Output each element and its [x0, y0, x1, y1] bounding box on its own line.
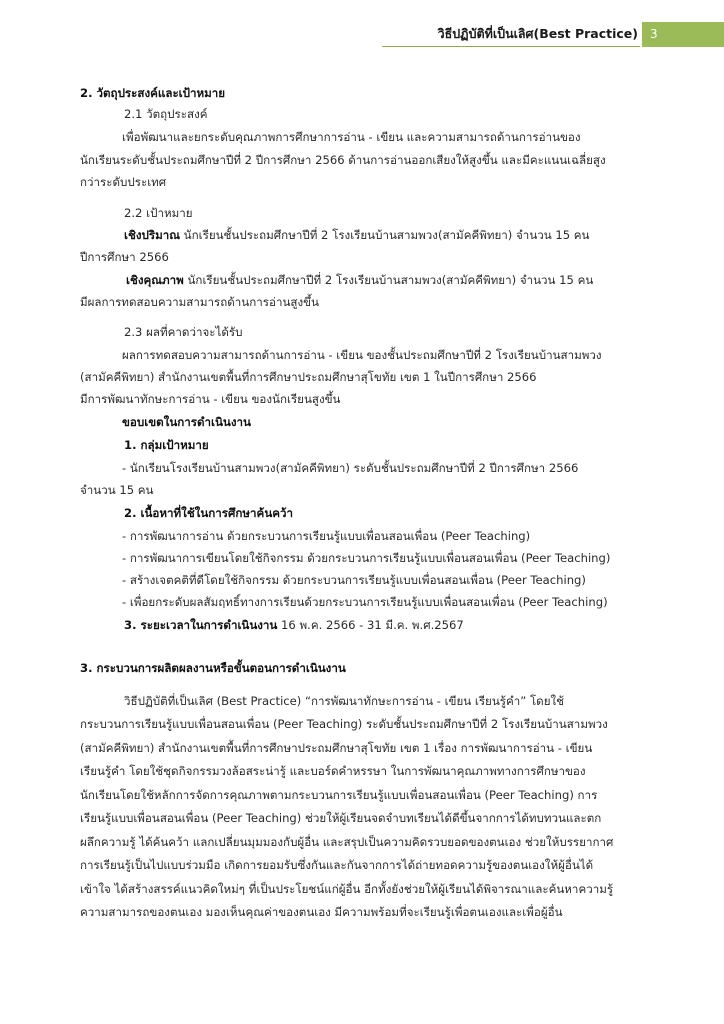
- expected-result-line-3: มีการพัฒนาทักษะการอ่าน - เขียน ของนักเรียนสูงขึ้น: [80, 392, 341, 406]
- period-label: 3. ระยะเวลาในการดำเนินงาน: [124, 618, 278, 632]
- header-rule: [382, 46, 640, 47]
- section-3-heading: 3. กระบวนการผลิตผลงานหรือขั้นตอนการดำเนินงาน: [80, 661, 346, 675]
- objective-line-2: นักเรียนระดับชั้นประถมศึกษาปีที่ 2 ปีการศึกษา 2566 ด้านการอ่านออกเสียงให้สูงขึ้น และมีคะแนนเฉลี่ยสูง: [80, 153, 606, 167]
- qualitative-label: เชิงคุณภาพ: [126, 273, 184, 287]
- expected-result-line-2: (สามัคคีพิทยา) สำนักงานเขตพื้นที่การศึกษาประถมศึกษาสุโขทัย เขต 1 ในปีการศึกษา 2566: [80, 370, 537, 384]
- subsection-2-1-heading: 2.1 วัตถุประสงค์: [124, 107, 208, 121]
- process-line: (สามัคคีพิทยา) สำนักงานเขตพื้นที่การศึกษาประถมศึกษาสุโขทัย เขต 1 เรื่อง การพัฒนาการอ่าน - เขียน: [80, 741, 593, 755]
- process-line: เรียนรู้แบบเพื่อนสอนเพื่อน (Peer Teaching) ช่วยให้ผู้เรียนจดจำบทเรียนได้ดีขึ้นจากการได้ทบทวนและตก: [80, 811, 602, 825]
- scope-heading: ขอบเขตในการดำเนินงาน: [122, 415, 251, 429]
- subsection-2-3-heading: 2.3 ผลที่คาดว่าจะได้รับ: [124, 325, 243, 339]
- process-line: เรียนรู้คำ โดยใช้ชุดกิจกรรมวงล้อสระน่ารู้ และบอร์ดคำหรรษา ในการพัฒนาคุณภาพทางการศึกษาของ: [80, 764, 586, 778]
- quantitative-label: เชิงปริมาณ: [124, 228, 180, 242]
- content-heading: 2. เนื้อหาที่ใช้ในการศึกษาค้นคว้า: [124, 506, 294, 520]
- process-line: กระบวนการเรียนรู้แบบเพื่อนสอนเพื่อน (Peer Teaching) ระดับชั้นประถมศึกษาปีที่ 2 โรงเรียนบ้านสามพวง: [80, 717, 608, 731]
- process-line: เข้าใจ ได้สร้างสรรค์แนวคิดใหม่ๆ ที่เป็นประโยชน์แก่ผู้อื่น อีกทั้งยังช่วยให้ผู้เรียนได้พิจารณาและค้นหาความรู้: [80, 882, 614, 896]
- process-line: วิธีปฏิบัติที่เป็นเลิศ (Best Practice) “การพัฒนาทักษะการอ่าน - เขียน เรียนรู้คำ” โดยใช้: [124, 694, 565, 708]
- objective-line-3: กว่าระดับประเทศ: [80, 175, 167, 189]
- period-value: 16 พ.ค. 2566 - 31 มี.ค. พ.ศ.2567: [277, 618, 464, 632]
- content-item: - เพื่อยกระดับผลสัมฤทธิ์ทางการเรียนด้วยกระบวนการเรียนรู้แบบเพื่อนสอนเพื่อน (Peer Teaching): [122, 595, 608, 609]
- period-line: [124, 617, 464, 633]
- target-group-line-2: จำนวน 15 คน: [80, 483, 154, 497]
- qualitative-text: นักเรียนชั้นประถมศึกษาปีที่ 2 โรงเรียนบ้านสามพวง(สามัคคีพิทยา) จำนวน 15 คน: [183, 273, 594, 287]
- page-header: [0, 22, 724, 46]
- process-line: การเรียนรู้เป็นไปแบบร่วมมือ เกิดการยอมรับซึ่งกันและกันจากการได้ถ่ายทอดความรู้ของตนเองให้ผู้อื่นได้: [80, 858, 594, 872]
- quantitative-text: นักเรียนชั้นประถมศึกษาปีที่ 2 โรงเรียนบ้านสามพวง(สามัคคีพิทยา) จำนวน 15 คน: [180, 228, 590, 242]
- qualitative-goal-cont: มีผลการทดสอบความสามารถด้านการอ่านสูงขึ้น: [80, 295, 319, 309]
- qualitative-goal: [126, 272, 593, 288]
- process-line: ความสามารถของตนเอง มองเห็นคุณค่าของตนเอง มีความพร้อมที่จะเรียนรู้เพื่อตนเองและเพื่อผู้อื่น: [80, 905, 563, 919]
- header-title: วิธีปฏิบัติที่เป็นเลิศ(Best Practice): [437, 26, 638, 41]
- content-item: - สร้างเจตคติที่ดีโดยใช้กิจกรรม ด้วยกระบวนการเรียนรู้แบบเพื่อนสอนเพื่อน (Peer Teaching): [122, 573, 586, 587]
- target-group-line-1: - นักเรียนโรงเรียนบ้านสามพวง(สามัคคีพิทยา) ระดับชั้นประถมศึกษาปีที่ 2 ปีการศึกษา 2566: [122, 461, 579, 475]
- quantitative-goal: [124, 227, 589, 243]
- page-number-badge: 3: [642, 22, 724, 47]
- objective-line-1: เพื่อพัฒนาและยกระดับคุณภาพการศึกษาการอ่าน - เขียน และความสามารถด้านการอ่านของ: [122, 130, 581, 144]
- target-group-heading: 1. กลุ่มเป้าหมาย: [124, 438, 209, 452]
- section-2-heading: 2. วัตถุประสงค์และเป้าหมาย: [80, 86, 226, 100]
- subsection-2-2-heading: 2.2 เป้าหมาย: [124, 206, 193, 220]
- content-item: - การพัฒนาการอ่าน ด้วยกระบวนการเรียนรู้แบบเพื่อนสอนเพื่อน (Peer Teaching): [122, 529, 531, 543]
- process-line: ผลึกความรู้ ได้ค้นคว้า แลกเปลี่ยนมุมมองกับผู้อื่น และสรุปเป็นความคิดรวบยอดของตนเอง ช่วยให้บรรยากาศ: [80, 835, 614, 849]
- quantitative-goal-cont: ปีการศึกษา 2566: [80, 250, 169, 264]
- expected-result-line-1: ผลการทดสอบความสามารถด้านการอ่าน - เขียน ของชั้นประถมศึกษาปีที่ 2 โรงเรียนบ้านสามพวง: [122, 348, 602, 362]
- content-item: - การพัฒนาการเขียนโดยใช้กิจกรรม ด้วยกระบวนการเรียนรู้แบบเพื่อนสอนเพื่อน (Peer Teaching): [122, 551, 611, 565]
- process-line: นักเรียนโดยใช้หลักการจัดการคุณภาพตามกระบวนการเรียนรู้แบบเพื่อนสอนเพื่อน (Peer Teaching) การ: [80, 788, 598, 802]
